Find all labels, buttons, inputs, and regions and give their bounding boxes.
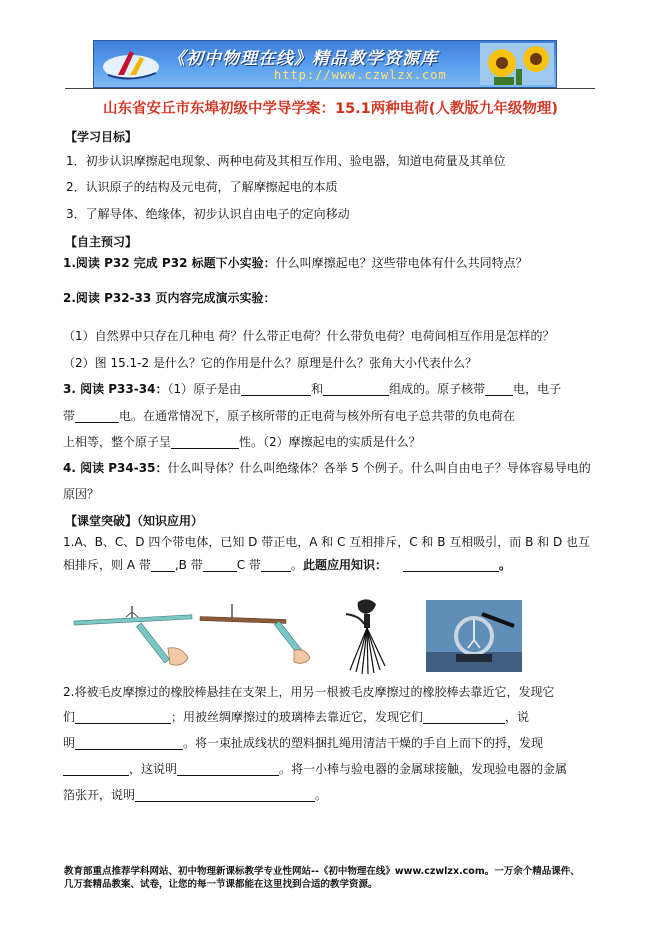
- preview-q2-lead: 2.阅读 P32-33 页内容完成演示实验：: [63, 291, 276, 305]
- class-q2-text-b: 们: [63, 710, 76, 724]
- banner-title: 《初中物理在线》精品教学资源库: [168, 49, 438, 69]
- class-q2-text-h: 。将一小棒与验电器的金属球接触，发现验电器的金属: [279, 762, 568, 776]
- class-q1-blank-knowledge[interactable]: [403, 559, 499, 572]
- class-q2-blank-2[interactable]: [423, 711, 505, 724]
- q3-text-b: 和: [311, 382, 324, 396]
- preview-q1-text: 什么叫摩擦起电？这些带电体有什么共同特点？: [275, 256, 528, 270]
- class-q1-text-e: 。: [290, 558, 303, 572]
- preview-question-3-line2: [63, 409, 515, 423]
- class-q2-blank-3[interactable]: [75, 737, 183, 750]
- q3-blank-2[interactable]: [323, 383, 389, 396]
- class-q2-blank-4[interactable]: [63, 763, 129, 776]
- footer-line-1: 教育部重点推荐学科网站、初中物理新课标教学专业性网站--《初中物理在线》www.czwlzx.com。一万余个精品课件、: [64, 866, 580, 877]
- preview-q3-lead: 3. 阅读 P33-34：: [63, 382, 168, 396]
- q3-text-f: 电。在通常情况下，原子核所带的正电荷与核外所有电子总共带的负电荷在: [119, 409, 516, 423]
- class-q2-text-g: ，这说明: [129, 762, 178, 776]
- page-footer: [64, 865, 604, 891]
- header-banner: [93, 40, 557, 88]
- preview-q2-sub2: （2）图 15.1-2 是什么？它的作用是什么？原理是什么？张角大小代表什么？: [63, 356, 477, 370]
- class-heading: 【课堂突破】（知识应用）: [65, 514, 204, 528]
- q3-text-d: 电，电子: [513, 382, 562, 396]
- class-q2-text-f: 。将一束扯成线状的塑料捆扎绳用清洁干燥的手自上而下的捋，发现: [183, 736, 544, 750]
- figure-suspended-rod-rubbing: [70, 598, 210, 670]
- header-divider: [65, 88, 595, 89]
- preview-q4-text2: 原因？: [63, 487, 100, 501]
- goals-heading: 【学习目标】: [65, 130, 138, 144]
- class-q1-knowledge-label: 此题应用知识：: [302, 558, 387, 572]
- q3-text-c: 组成的。原子核带: [389, 382, 486, 396]
- class-q1-blank-b[interactable]: [203, 559, 237, 572]
- class-q2-text-d: ，说: [505, 710, 530, 724]
- goal-item-2: 2．认识原子的结构及元电荷，了解摩擦起电的本质: [66, 180, 338, 194]
- q3-blank-3[interactable]: [485, 383, 513, 396]
- class-q1-blank-c[interactable]: [261, 559, 291, 572]
- q3-blank-5[interactable]: [171, 436, 239, 449]
- class-q2-text-c: ；用被丝绸摩擦过的玻璃棒去靠近它，发现它们: [171, 710, 424, 724]
- class-q2-line1: 2.将被毛皮摩擦过的橡胶棒悬挂在支架上，用另一根被毛皮摩擦过的橡胶棒去靠近它，发现它: [63, 685, 555, 699]
- class-q1-text-b: 相排斥，则 A 带: [63, 558, 151, 572]
- preview-question-1: [63, 256, 528, 270]
- class-q2-text-j: 。: [315, 788, 328, 802]
- q3-text-g: 上相等，整个原子呈: [63, 435, 172, 449]
- class-q2-text-i: 箔张开，说明: [63, 788, 136, 802]
- class-q2-line3: [63, 736, 543, 750]
- banner-url: http://www.czwlzx.com: [274, 68, 447, 82]
- preview-heading: 【自主预习】: [65, 235, 138, 249]
- q4-text: 什么叫导体？什么叫绝缘体？各举 5 个例子。什么叫自由电子？导体容易导电的: [167, 461, 591, 475]
- preview-question-3-line1: [63, 382, 561, 396]
- class-q2-line4: [63, 762, 567, 776]
- class-q2-line2: [63, 710, 529, 724]
- class-q2-text-e: 明: [63, 736, 76, 750]
- class-q1-blank-a[interactable]: [151, 559, 175, 572]
- preview-question-3-line3: [63, 435, 421, 449]
- q3-text-a: （1）原子是由: [167, 382, 242, 396]
- footer-line-2: 几万套精品教案、试卷，让您的每一节课都能在这里找到合适的教学资源。: [64, 879, 378, 890]
- figure-plastic-strips-hand: [338, 596, 398, 676]
- figure-electroscope-photo: [426, 600, 522, 672]
- figure-suspended-rubber-rod: [196, 598, 336, 670]
- preview-question-4-line1: [63, 461, 591, 475]
- document-title: 山东省安丘市东埠初级中学导学案：15.1两种电荷(人教版九年级物理): [102, 101, 559, 117]
- class-q2-blank-6[interactable]: [135, 789, 315, 802]
- class-q2-blank-5[interactable]: [177, 763, 279, 776]
- class-q1-text-d: C 带: [236, 558, 261, 572]
- class-q1-text-g: 。: [498, 558, 511, 572]
- class-q1-line1: 1.A、B、C、D 四个带电体，已知 D 带正电，A 和 C 互相排斥，C 和 B 互相吸引，而 B 和 D 也互: [63, 535, 591, 549]
- q3-text-h: 性。（2）摩擦起电的实质是什么？: [239, 435, 421, 449]
- class-q1-text-c: ,B 带: [174, 558, 203, 572]
- class-q2-blank-1[interactable]: [75, 711, 171, 724]
- preview-q2-sub1: （1）自然界中只存在几种电 荷？什么带正电荷？什么带负电荷？电荷间相互作用是怎样的？: [63, 329, 555, 343]
- preview-q4-lead: 4. 阅读 P34-35：: [63, 461, 168, 475]
- preview-q1-lead: 1.阅读 P32 完成 P32 标题下小实验：: [63, 256, 276, 270]
- class-q2-line5: [63, 788, 327, 802]
- site-logo-icon: [100, 45, 162, 83]
- sunflower-image-icon: [480, 43, 554, 85]
- goal-item-3: 3．了解导体、绝缘体，初步认识自由电子的定向移动: [66, 207, 350, 221]
- q3-blank-1[interactable]: [241, 383, 311, 396]
- goal-item-1: 1．初步认识摩擦起电现象、两种电荷及其相互作用、验电器，知道电荷量及其单位: [66, 154, 506, 168]
- q3-blank-4[interactable]: [75, 410, 119, 423]
- q3-text-e: 带: [63, 409, 76, 423]
- class-q1-line2: [63, 558, 511, 572]
